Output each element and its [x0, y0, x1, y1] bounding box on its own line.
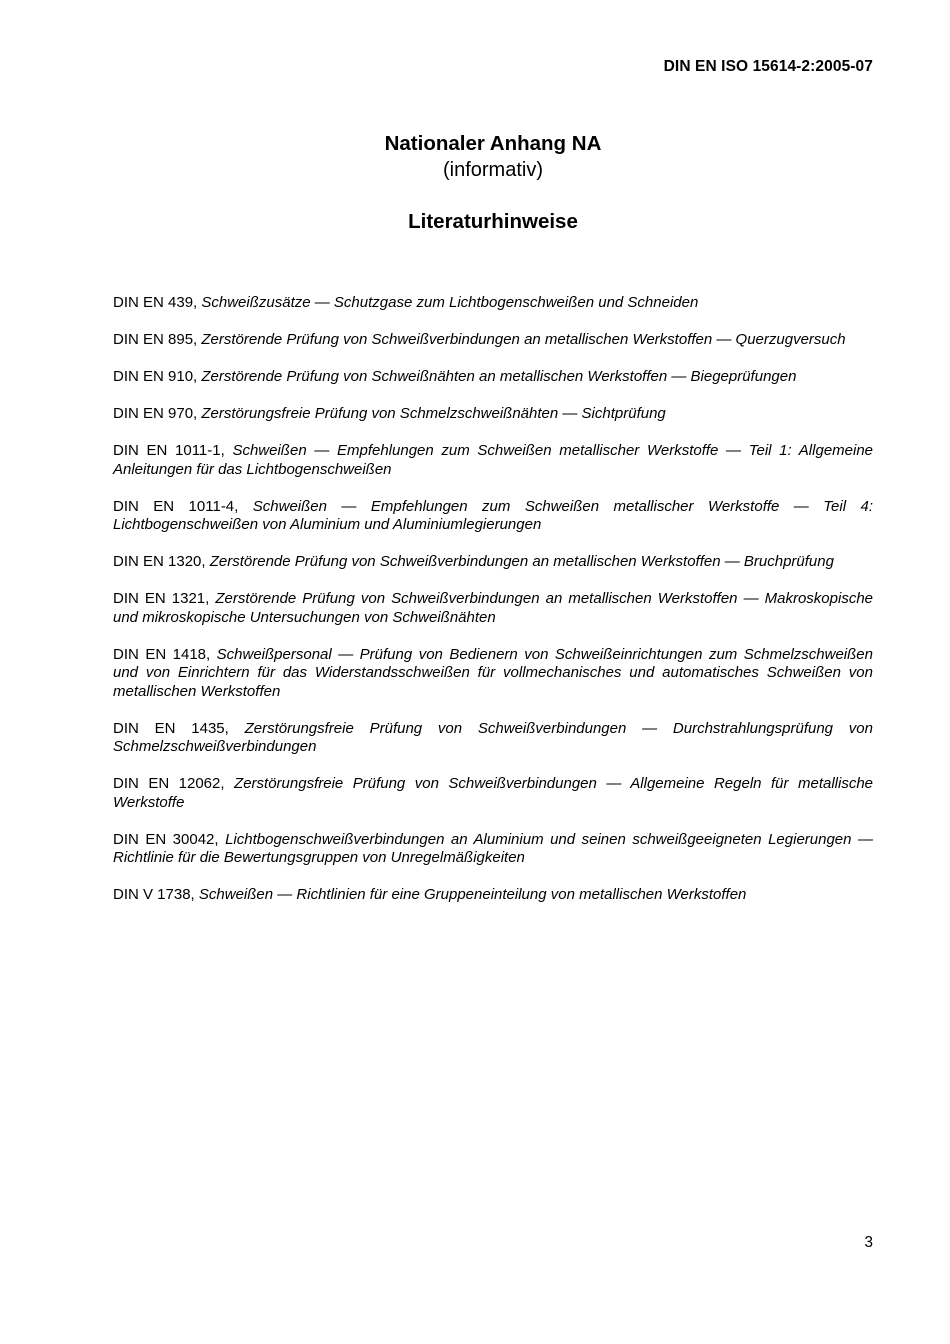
- reference-title: Zerstörungsfreie Prüfung von Schweißverbindungen — Allgemeine Regeln für metallische Werkstoffe: [113, 775, 874, 811]
- reference-title: Zerstörungsfreie Prüfung von Schmelzschweißnähten — Sichtprüfung: [201, 405, 666, 422]
- reference-title: Schweißen — Richtlinien für eine Gruppeneinteilung von metallischen Werkstoffen: [198, 886, 747, 903]
- reference-item: [113, 831, 873, 868]
- reference-title: Zerstörende Prüfung von Schweißverbindungen an metallischen Werkstoffen — Makroskopische und mikroskopische Untersuchungen von Schweißnähten: [113, 590, 874, 626]
- reference-number: DIN EN 970,: [113, 405, 198, 422]
- reference-list: [113, 294, 873, 923]
- annex-title: Nationaler Anhang NA: [384, 132, 602, 155]
- reference-item: [113, 498, 873, 535]
- annex-title-block: [0, 131, 950, 235]
- reference-title: Schweißen — Empfehlungen zum Schweißen metallischer Werkstoffe — Teil 1: Allgemeine Anleitungen für das Lichtbogenschweißen: [113, 442, 874, 478]
- reference-item: [113, 553, 873, 572]
- reference-title: Schweißpersonal — Prüfung von Bedienern von Schweißeinrichtungen zum Schmelzschweißen und von Einrichtern für das Widerstandsschweißen für vollmechanisches und automatisches Schweißen von metallischen Werkstoffen: [113, 645, 873, 700]
- reference-title: Schweißzusätze — Schutzgase zum Lichtbogenschweißen und Schneiden: [201, 294, 699, 311]
- reference-number: DIN EN 12062,: [113, 775, 225, 792]
- reference-title: Zerstörende Prüfung von Schweißnähten an metallischen Werkstoffen — Biegeprüfungen: [201, 368, 797, 385]
- reference-item: [113, 720, 873, 757]
- reference-number: DIN EN 1011-1,: [113, 442, 225, 459]
- reference-title: Lichtbogenschweißverbindungen an Aluminium und seinen schweißgeeigneten Legierungen — Richtlinie für die Bewertungsgruppen von Unregelmäßigkeiten: [113, 830, 874, 866]
- section-title: Literaturhinweise: [408, 210, 578, 233]
- reference-item: [113, 775, 873, 812]
- reference-number: DIN EN 1321,: [113, 590, 210, 607]
- reference-item: [113, 405, 873, 424]
- reference-item: [113, 294, 873, 313]
- reference-number: DIN EN 30042,: [113, 830, 219, 848]
- reference-title: Schweißen — Empfehlungen zum Schweißen metallischer Werkstoffe — Teil 4: Lichtbogenschweißen von Aluminium und Aluminiumlegierungen: [113, 497, 874, 533]
- reference-number: DIN EN 1418,: [113, 645, 211, 663]
- reference-number: DIN EN 910,: [113, 368, 198, 385]
- reference-number: DIN EN 439,: [113, 294, 198, 311]
- reference-number: DIN EN 1320,: [113, 553, 206, 570]
- reference-title: Zerstörende Prüfung von Schweißverbindungen an metallischen Werkstoffen — Querzugversuch: [201, 331, 846, 348]
- document-id-header: DIN EN ISO 15614-2:2005-07: [663, 58, 873, 75]
- reference-item: [113, 886, 873, 905]
- reference-number: DIN EN 1435,: [113, 719, 229, 737]
- reference-item: [113, 590, 873, 627]
- reference-item: [113, 442, 873, 479]
- reference-item: [113, 646, 873, 702]
- reference-number: DIN V 1738,: [113, 886, 195, 903]
- annex-subtitle: (informativ): [442, 159, 543, 181]
- reference-number: DIN EN 1011-4,: [113, 497, 239, 515]
- reference-title: Zerstörungsfreie Prüfung von Schweißverbindungen — Durchstrahlungsprüfung von Schmelzschweißverbindungen: [113, 719, 873, 755]
- page-number: 3: [864, 1234, 873, 1251]
- reference-item: [113, 331, 873, 350]
- reference-title: Zerstörende Prüfung von Schweißverbindungen an metallischen Werkstoffen — Bruchprüfung: [209, 553, 834, 570]
- reference-item: [113, 368, 873, 387]
- reference-number: DIN EN 895,: [113, 331, 198, 348]
